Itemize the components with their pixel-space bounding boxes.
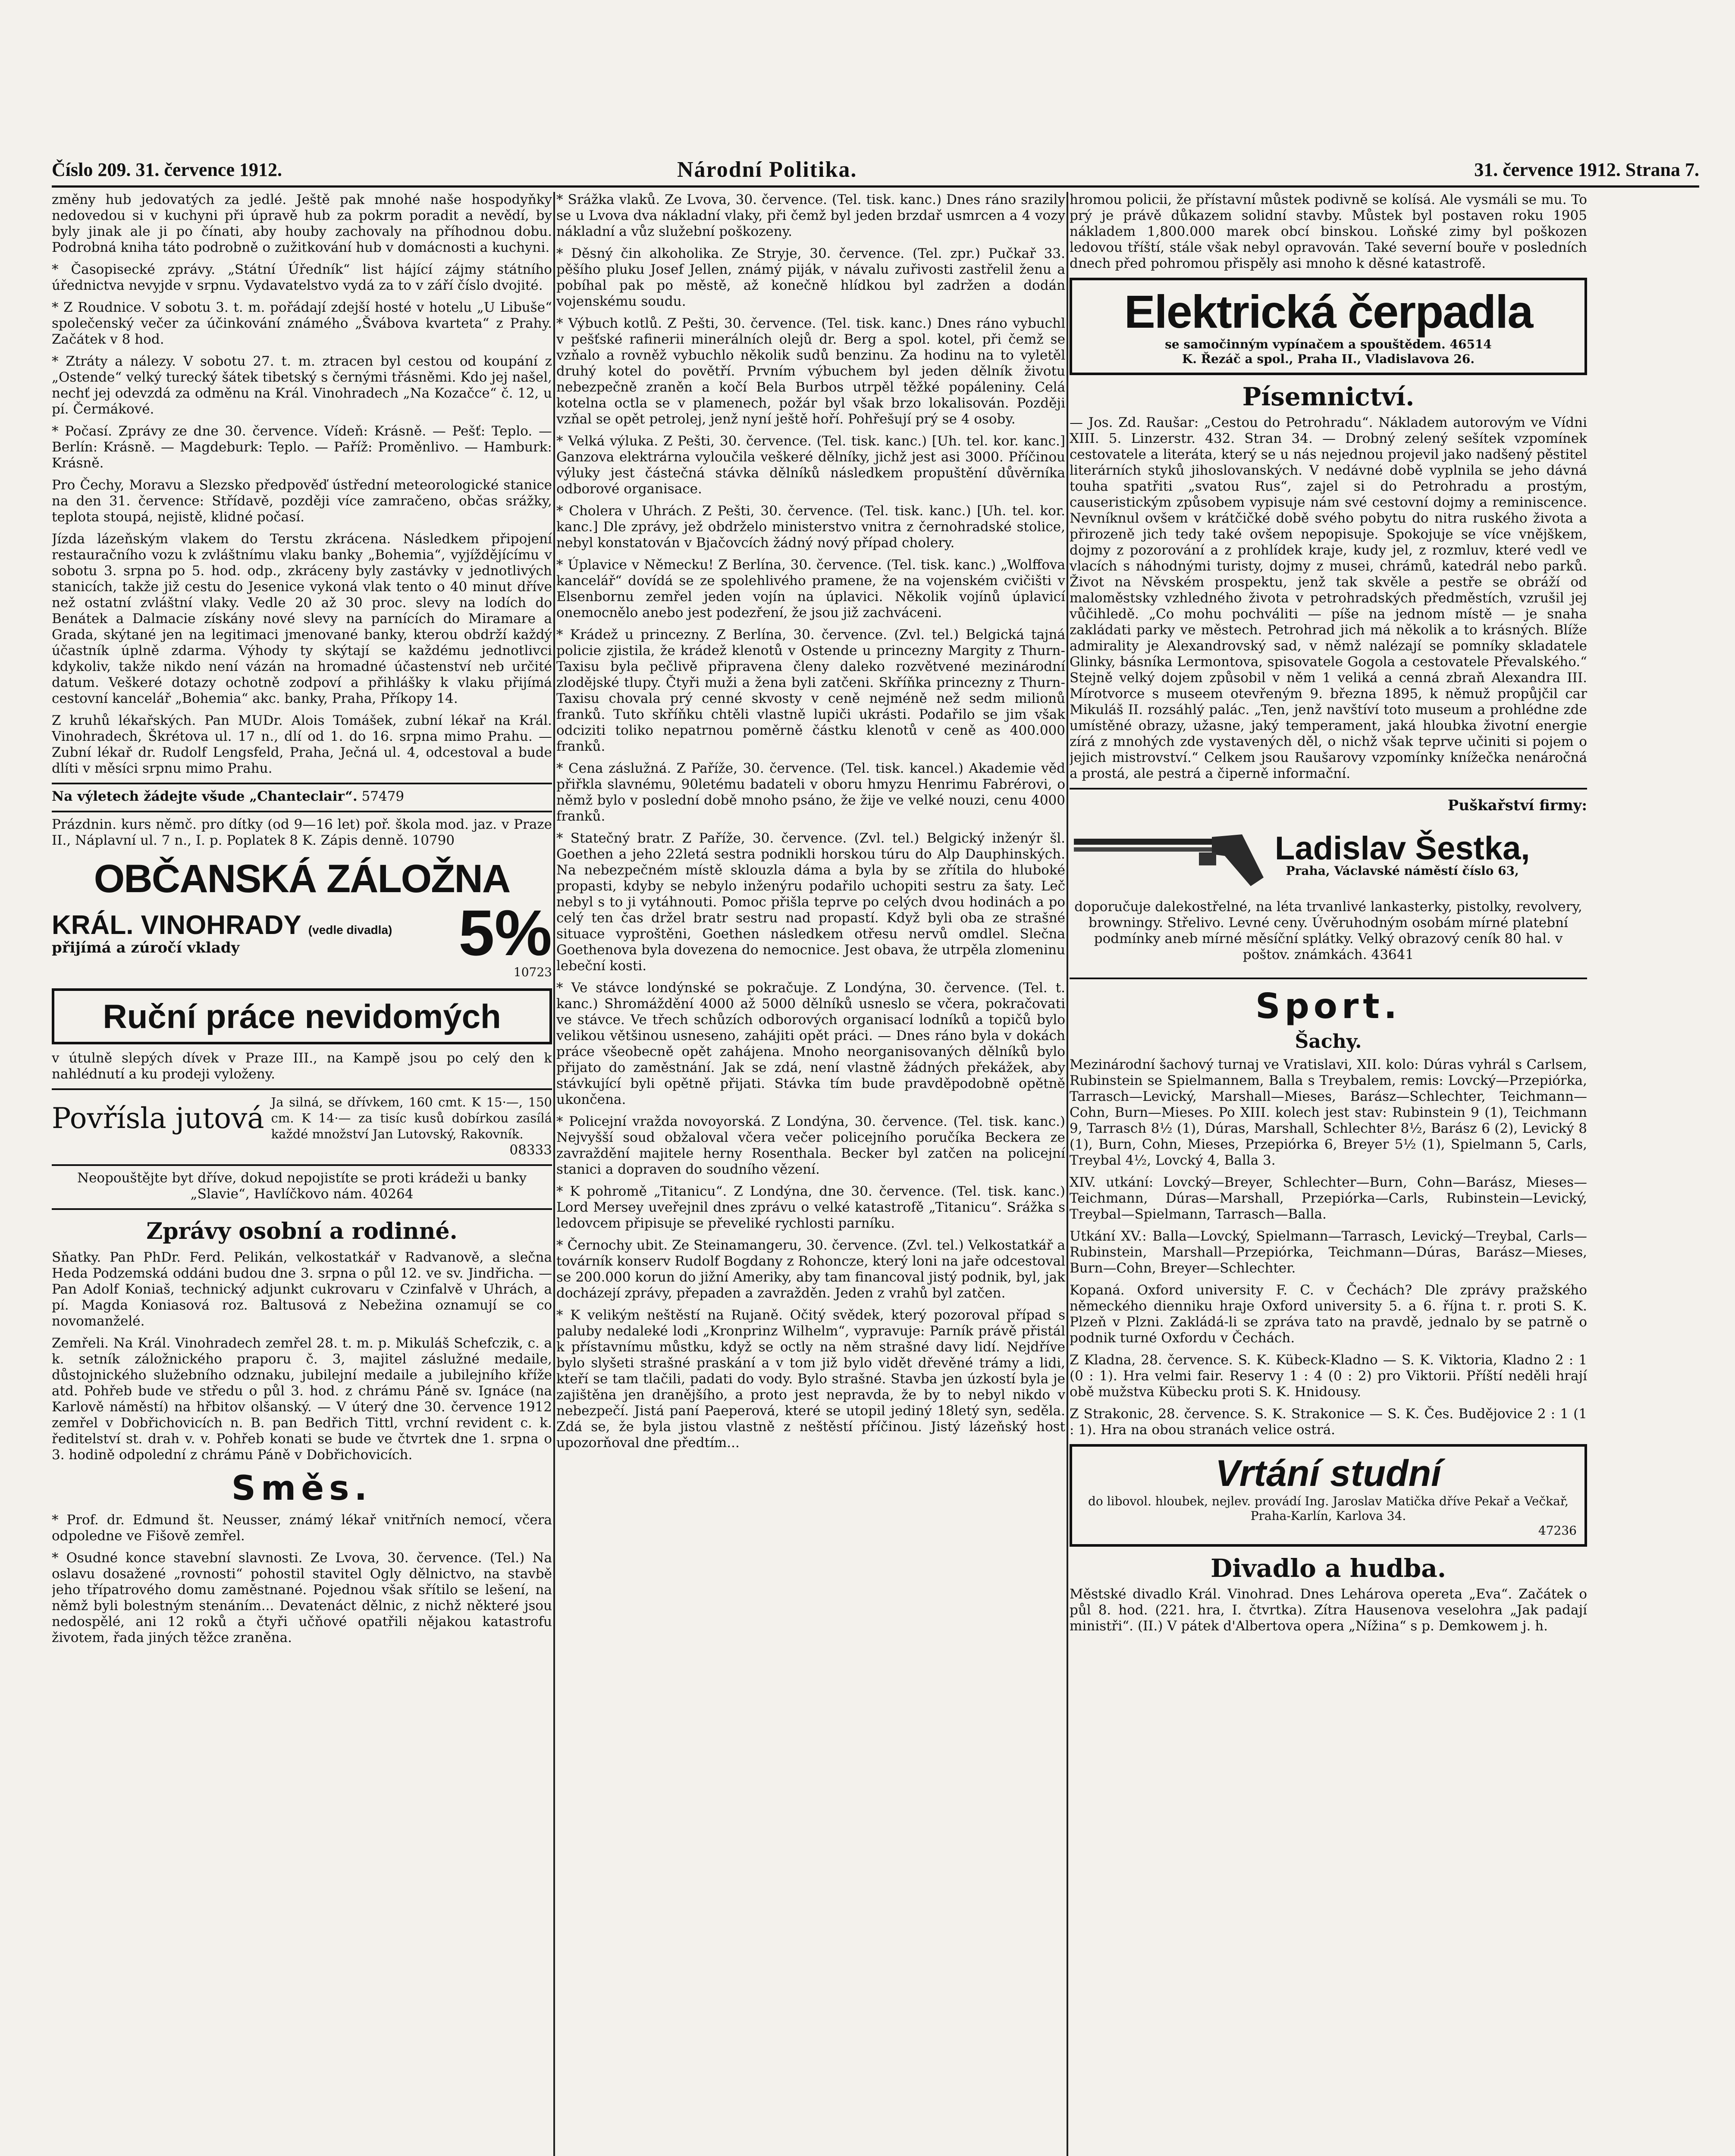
article-text: * Velká výluka. Z Pešti, 30. července. (Tel. tisk. kanc.) [Uh. tel. kor. kanc.] Ganzova elektrárna vyloučila veškeré dělníky, jichž jest asi 3000. Příčinou výluky jest částečná stávka dělníků následkem propuštění důvěrníka odborové organisace. [556, 433, 1065, 497]
article-text: * Osudné konce stavební slavnosti. Ze Lvova, 30. července. (Tel.) Na oslavu dosažené „rovnosti“ pohostil stavitel Ogly dělnictvo, na stavbě jeho třípatrového domu zaměstnané. Pojednou však sřítilo se lešení, na němž byli bolestným stenáním... Devatenáct dělnic, z nichž některé jsou nedospělé, ani 12 roků a čtyři učňové opatřili nějakou katastrofu životem, řada jiných těžce zraněna. [52, 1550, 552, 1645]
ad-number: 10723 [513, 965, 552, 979]
column-3 [1070, 192, 1587, 2156]
ad-studni [1070, 1444, 1587, 1547]
newspaper-title: Národní Politika. [677, 157, 857, 182]
sestka-info [1275, 830, 1530, 878]
article-text: * Cholera v Uhrách. Z Pešti, 30. července. (Tel. tisk. kanc.) [Uh. tel. kor. kanc.] Dle zprávy, jež obdrželo ministerstvo vnitra z černohradské stolice, nebyl konstatován v Bjačovcích žádný nový případ cholery. [556, 503, 1065, 551]
section-heading-sport: Sport. [1255, 986, 1401, 1026]
jutova-title: Povřísla jutová [52, 1102, 264, 1135]
ad-number: 43641 [1371, 947, 1414, 962]
ad-slavie [52, 1170, 552, 1202]
divider [1070, 978, 1587, 979]
article-text: Pro Čechy, Moravu a Slezsko předpověď ústřední meteorologické stanice na den 31. července: Střídavě, později více zamračeno, občas srážky, teplota stoupá, nejistě, klidné počasí. [52, 477, 552, 525]
article-text: Mezinárodní šachový turnaj ve Vratislavi, XII. kolo: Dúras vyhrál s Carlsem, Rubinstein se Spielmannem, Balla s Treybalem, remis: Lovcký—Przepiórka, Tarrasch—Levický, Marshall—Mieses, Barász—Schlechter, Teichmann—Cohn, Burn—Mieses. Po XIII. kolech jest stav: Rubinstein 9 (1), Teichmann 9, Tarrasch 8½ (1), Dúras, Marshall, Schlechter 8½, Barász 6 (2), Levický 8 (1), Burn, Cohn, Mieses, Przepiórka 6, Breyer 5½ (1), Spielmann 5, Carls, Treybal 4½, Lovcký 4, Balla 3. [1070, 1057, 1587, 1168]
sestka-description: doporučuje dalekostřelné, na léta trvanlivé lankasterky, pistolky, revolvery, browningy. Střelivo. Levné ceny. Úvěruhodným osobám mírné platební podmínky aneb mírné měsíční splátky. Velký obrazový ceník 80 hal. v poštov. známkách. [1074, 899, 1582, 962]
section-heading-pisemnictvi: Písemnictví. [1242, 382, 1415, 411]
ad-rucni-prace [52, 988, 552, 1044]
zalozna-place: KRÁL. VINOHRADY [52, 910, 301, 940]
ad-number: 47236 [1538, 1523, 1577, 1538]
column-rule [553, 192, 555, 2156]
ad-number: 10790 [412, 833, 455, 848]
sestka-text [1070, 899, 1587, 963]
article-text: * Policejní vražda novoyorská. Z Londýna, 30. července. (Tel. tisk. kanc.) Nejvyšší soud obžaloval včera večer policejního poručíka Beckera ze zavraždění majitele herny Rosenthala. Becker byl zatčen na policejní stanici a dopraven do soudního vězení. [556, 1114, 1065, 1177]
ad-sestka [1070, 796, 1587, 971]
article-text: * K velikým neštěstí na Rujaně. Očitý svědek, který pozoroval případ s paluby nedaleké lodi „Kronprinz Wilhelm“, vypravuje: Parník právě přistál k přístavnímu můstku, když se octly na něm strašné davy lidí. Nejdříve bylo slyšeti strašné praskání a v tom již bylo vidět dřevěné trámy a lidi, kteří se tam tlačili, padati do vody. Bylo strašné. Stavba jen úzkostí byla je zajištěna jen dranějšího, a proto jest nepravda, že by to nebyl nikdo v nebezpečí. Jistá paní Paeperová, které se utopil jediný 18letý syn, seděla. Zdá se, že byla jistou vlastně z neštěstí příčinou. Jistý lázeňský host upozorňoval dne předtím... [556, 1307, 1065, 1451]
studni-title: Vrtání studní [1215, 1453, 1442, 1494]
article-text: * Počasí. Zprávy ze dne 30. července. Vídeň: Krásně. — Pešť: Teplo. — Berlín: Krásně. — Magdeburk: Teplo. — Paříž: Proměnlivo. — Hamburk: Krásně. [52, 423, 552, 471]
cerpadla-title: Elektrická čerpadla [1124, 285, 1533, 338]
sestka-head: Puškařství firmy: [1447, 797, 1587, 814]
divider [52, 783, 552, 784]
sestka-address: Praha, Václavské náměstí číslo 63, [1286, 864, 1519, 878]
article-text: Z Strakonic, 28. července. S. K. Strakonice — S. K. Čes. Budějovice 2 : 1 (1 : 1). Hra na obou stranách velice ostrá. [1070, 1406, 1587, 1438]
ad-kurs [52, 817, 552, 849]
article-text: Utkání XV.: Balla—Lovcký, Spielmann—Tarrasch, Levický—Treybal, Carls—Rubinstein, Marshall—Przepiórka, Teichmann—Dúras, Barász—Mieses, Burn—Cohn, Breyer—Schlechter. [1070, 1228, 1587, 1276]
ad-number: 57479 [361, 789, 405, 804]
divider [52, 811, 552, 812]
sestka-name: Ladislav Šestka, [1275, 830, 1530, 867]
divider [1070, 788, 1587, 790]
article-text: * K pohromě „Titanicu“. Z Londýna, dne 30. července. (Tel. tisk. kanc.) Lord Mersey uveřejnil dnes zprávu o velké katastrofě „Titanicu“. Srážka s ledovcem připisuje se převeliké rychlosti parníku. [556, 1184, 1065, 1231]
section-heading-smes: Směs. [231, 1469, 373, 1508]
ad-jutova [52, 1094, 552, 1142]
cerpadla-address: K. Řezáč a spol., Praha II., Vladislavova 26. [1182, 352, 1475, 366]
article-text: Zemřeli. Na Král. Vinohradech zemřel 28. t. m. p. Mikuláš Schefczik, c. a k. setník záložnického praporu č. 3, majitel záslužné medaile, důstojnického služebního odznaku, jubilejní medaile a jubilejního kříže atd. Pohřeb bude ve středu o půl 3. hod. z chrámu Páně sv. Ignáce (na Karlově náměstí) na hřbitov olšanský. — V úterý dne 30. července 1912 zemřel v Dobřichovicích n. B. pan Bedřich Tittl, vrchní revident c. k. ředitelství st. drah v. v. Pohřeb konati se bude ve čtvrtek dne 1. srpna o 3. hodině odpolední z chrámu Páně v Dobřichovicích. [52, 1335, 552, 1463]
article-text: * Krádež u princezny. Z Berlína, 30. července. (Zvl. tel.) Belgická tajná policie zjistila, že krádež klenotů v Ostende u princezny Margity z Thurn-Taxisu byla pečlivě připravena členy daleko rozvětvené mezinárodní zlodějské tlupy. Čtyři muži a žena byli zatčeni. Skříňka princezny z Thurn-Taxisu chovala prý cenné skvosty v ceně nejméně než sedm milionů franků. Tuto skříňku chtěli vlastně lupiči ukrásti. Podařilo se jim však odciziti toliko nepatrnou poměrně částku klenotů v ceně as 400.000 franků. [556, 627, 1065, 754]
article-text: * Ve stávce londýnské se pokračuje. Z Londýna, 30. července. (Tel. t. kanc.) Shromáždění 4000 až 5000 dělníků usneslo se včera, pokračovati ve stávce. Ve třech schůzích odborových organisací lodníků a topičů bylo velikou většinou usneseno, zahájiti opět práci. — Dnes ráno byla v dokách práce všeobecně opět zahájena. Mnoho neorganisovaných dělníků bylo přijato do zaměstnání. Jak se zdá, není vlastně žádných překážek, aby stávkující byli opětně přijati. Stávka tím bude pravděpodobně opětně ukončena. [556, 980, 1065, 1107]
studni-text: do libovol. hloubek, nejlev. provádí Ing. Jaroslav Matička dříve Pekař a Večkař, Praha-Karlín, Karlova 34. [1088, 1494, 1569, 1523]
article-text: XIV. utkání: Lovcký—Breyer, Schlechter—Burn, Cohn—Barász, Mieses—Teichmann, Dúras—Marshall, Przepiórka—Carls, Rubinstein—Levický, Treybal—Spielmann, Tarrasch—Balla. [1070, 1175, 1587, 1222]
sestka-row [1070, 813, 1587, 899]
article-text: * Úplavice v Německu! Z Berlína, 30. července. (Tel. tisk. kanc.) „Wolffova kancelář“ dovídá se ze spolehlivého pramene, že na vojenském cvičišti v Elsenbornu zemřel jeden vojín na úplavici. Několik vojínů úplavicí onemocnělo anebo jest podezření, že jsou již zachváceni. [556, 557, 1065, 620]
rucni-title: Ruční práce nevidomých [103, 997, 501, 1035]
zalozna-note: (vedle divadla) [308, 923, 392, 937]
ad-cerpadla [1070, 278, 1587, 375]
column-2 [556, 192, 1065, 2156]
zalozna-title: OBČANSKÁ ZÁLOŽNA [94, 857, 510, 901]
rucni-text: v útulně slepých dívek v Praze III., na Kampě jsou po celý den k nahlédnutí a ku prodeji vyloženy. [52, 1050, 552, 1082]
article-text: * Ztráty a nálezy. V sobotu 27. t. m. ztracen byl cestou od koupání z „Ostende“ velký turecký šátek tibetský s černými třásněmi. Kdo jej našel, nechť jej odevzdá za odměnu na Král. Vinohradech „Na Kozačce“ č. 12, u pí. Čermákové. [52, 354, 552, 417]
article-text: Jízda lázeňským vlakem do Terstu zkrácena. Následkem připojení restauračního vozu k zvláštnímu vlaku banky „Bohemia“, vyjíždějícímu v sobotu 3. srpna po 5. hod. odp., zkráceny byly zastávky v jednotlivých stanicích, takže již cestu do Jesenice vykoná vlak tento o 40 minut dříve než ostatní zvláštní vlaky. Vedle 20 až 30 proc. slevy na lodích do Benátek a Dalmacie získány nové slevy na parnících do Miramare a Grada, skýtané jen na legitimaci jmenované banky, kterou obdrží každý účastník úplně zdarma. Výhody ty skýtají se každému jednotlivci kdykoliv, takže nikdo není vázán na hromadné účastenství neb určité datum. Veškeré dotazy ochotně zodpoví a přihlášky k vlaku přijímá cestovní kancelář „Bohemia“ akc. banky, Praha, Příkopy 14. [52, 531, 552, 706]
divider [52, 1208, 552, 1210]
ad-number: 40264 [370, 1186, 414, 1202]
article-text: Z Kladna, 28. července. S. K. Kübeck-Kladno — S. K. Viktoria, Kladno 2 : 1 (0 : 1). Hra velmi fair. Reservy 1 : 4 (0 : 2) pro Viktorii. Příští neděli hrají obě mužstva Kübecku proti S. K. Hnidousy. [1070, 1352, 1587, 1400]
section-heading-osobni: Zprávy osobní a rodinné. [146, 1218, 458, 1244]
zalozna-text: přijímá a zúročí vklady [52, 939, 240, 956]
section-heading-divadlo: Divadlo a hudba. [1210, 1554, 1446, 1583]
zalozna-left [52, 910, 392, 955]
slavie-text: Neopouštějte byt dříve, dokud nepojistíte se proti krádeži u banky „Slavie“, Havlíčkovo nám. [77, 1170, 527, 1202]
article-text: * Prof. dr. Edmund št. Neusser, známý lékař vnitřních nemocí, včera odpoledne ve Fišově zemřel. [52, 1512, 552, 1544]
zalozna-row [52, 896, 552, 969]
jutova-text: Ja silná, se dřívkem, 160 cmt. K 15·—, 150 cm. K 14·— za tisíc kusů dobírkou zasílá každé množství Jan Lutovský, Rakovník. [271, 1095, 552, 1141]
article-text: * Časopisecké zprávy. „Státní Úředník“ list hájící zájmy státního úřednictva nevyjde v srpnu. Vydavatelstvo vydá za to v září číslo dvojité. [52, 262, 552, 293]
cerpadla-subtitle: se samočinným vypínačem a spouštědem. 46514 [1165, 337, 1492, 351]
divider [52, 1088, 552, 1090]
column-rule [1067, 192, 1068, 2156]
article-text: * Černochy ubit. Ze Steinamangeru, 30. července. (Zvl. tel.) Velkostatkář a továrník konserv Rudolf Bogdany z Rohoncze, který loni na jaře odcestoval se 200.000 korun do jižní Ameriky, aby tam financoval jistý podnik, byl, jak docházejí zprávy, přepaden a zavražděn. Jeden z vrahů byl zatčen. [556, 1238, 1065, 1301]
article-text: * Z Roudnice. V sobotu 3. t. m. pořádají zdejší hosté v hotelu „U Libuše“ společenský večer za účinkování známého „Švábova kvarteta“ z Prahy. Začátek v 8 hod. [52, 300, 552, 347]
article-text: změny hub jedovatých za jedlé. Ještě pak mnohé naše hospodyňky nedovedou si v kuchyni při úpravě hub za pokrm poradit a nevědí, by byly jinak ale ji po čínati, aby houby zachovaly na příhodnou dobu. Podrobná kniha táto podrobně o zužitkování hub v domácnosti a kuchyni. [52, 192, 552, 255]
ad-chanteclair-text: Na výletech žádejte všude „Chanteclair“. [52, 789, 358, 804]
article-text: Z kruhů lékařských. Pan MUDr. Alois Tomášek, zubní lékař na Král. Vinohradech, Škrétova ul. 17 n., dlí od 1. do 16. srpna mimo Prahu. — Zubní lékař dr. Rudolf Lengsfeld, Praha, Ječná ul. 4, odcestoval a bude dlíti v měsíci srpnu mimo Prahu. [52, 713, 552, 776]
article-text: * Statečný bratr. Z Paříže, 30. července. (Zvl. tel.) Belgický inženýr šl. Goethen a jeho 22letá sestra podnikli horskou túru do Alp Dauphinských. Na nebezpečném místě sklouzla dáma a byla by se zřítila do hluboké propasti, kdyby se nebylo inženýru podařilo uchopiti sestru za šaty. Leč nebyl s to ji vytáhnouti. Pomoc přišla teprve po celých dvou hodinách a po celý ten čas držel bratr sestru nad propastí. Když byli oba ze strašné situace vyproštěni, Goethen následkem otřesu nervů omdlel. Slečna Goethenova byla dovezena do nemocnice. Jest obava, že utrpěla zlomeninu lebeční kosti. [556, 830, 1065, 974]
shotgun-icon [1070, 813, 1268, 899]
article-text: Městské divadlo Král. Vinohrad. Dnes Lehárova opereta „Eva“. Začátek o půl 8. hod. (221. hra, I. čtvrtka). Zítra Hausenova veselohra „Jak padají ministři“. (II.) V pátek d'Albertova opera „Nížina“ s p. Demkowem j. h. [1070, 1586, 1587, 1634]
article-text: * Srážka vlaků. Ze Lvova, 30. července. (Tel. tisk. kanc.) Dnes ráno srazily se u Lvova dva nákladní vlaky, při čemž byl jeden brzdař usmrcen a 4 vozy nákladní a vůz služební poškozeny. [556, 192, 1065, 239]
article-text: Sňatky. Pan PhDr. Ferd. Pelikán, velkostatkář v Radvanově, a slečna Heda Podzemská oddáni budou dne 3. srpna o půl 12. ve sv. Jindřicha. — Pan Adolf Koniaš, technický adjunkt cukrovaru v Czinfalvě v Uhrách, a pí. Magda Koniasová roz. Baltusová z Nebežina oznamují se co novomanželé. [52, 1250, 552, 1329]
article-text: * Děsný čin alkoholika. Ze Stryje, 30. července. (Tel. zpr.) Pučkař 33. pěšího pluku Josef Jellen, známý piják, v návalu zuřivosti zastřelil ženu a pobíhal pak po městě, až konečně hlídkou byl zadržen a dodán vojenskému soudu. [556, 246, 1065, 309]
zalozna-percent: 5% [458, 896, 552, 969]
page-header [52, 151, 1699, 188]
issue-info: Číslo 209. 31. července 1912. [52, 159, 282, 180]
article-text: hromou policii, že přístavní můstek podivně se kolísá. Ale vysmáli se mu. To prý je právě důkazem solidní stavby. Můstek byl postaven roku 1905 nákladem 1,800.000 marek obcí binskou. Loňské zimy byl poškozen ledovou tříští, stále však nebyl opravován. Také severní bouře v posledních dnech před pohromou přispěly asi mnoho k děsné katastrofě. [1070, 192, 1587, 271]
article-text: * Cena záslužná. Z Paříže, 30. července. (Tel. tisk. kancel.) Akademie věd přiřkla slavnému, 90letému badateli v oboru hmyzu Henrimu Fabrérovi, o němž bylo v poslední době mnoho psáno, že žije ve velké nouzi, cenu 4000 franků. [556, 761, 1065, 824]
zalozna-subtitle [52, 910, 392, 940]
article-text: Kopaná. Oxford university F. C. v Čechách? Dle zprávy pražského německého dienniku hraje Oxford university 5. a 6. října t. r. proti S. K. Plzeň v Plzni. Zakládá-li se zpráva tato na pravdě, jednalo by se patrně o podnik turné Oxfordu v Čechách. [1070, 1282, 1587, 1346]
ad-zalozna [52, 855, 552, 982]
ad-kurs-text: Prázdnin. kurs němč. pro dítky (od 9—16 let) poř. škola mod. jaz. v Praze II., Náplavní ul. 7 n., I. p. Poplatek 8 K. Zápis denně. [52, 817, 552, 848]
article-text: * Výbuch kotlů. Z Pešti, 30. července. (Tel. tisk. kanc.) Dnes ráno vybuchl v pešťské rafinerii minerálních olejů dr. Berg a spol. kotel, při čemž se vzňalo a rovněž vybuchlo několik sudů benzinu. Za hodinu na to vyletěl druhý kotel do povětří. Prvním výbuchem byl jeden dělník životu nebezpečně zraněn a kočí Bela Burbos utrpěl těžké popáleniny. Celá kotelna octla se v plamenech, požár byl však brzo lokalisován. Později vzňal se opět petrolej, jenž nyní ještě hoří. Pohřešují prý se 4 osoby. [556, 316, 1065, 427]
ad-number: 08333 [509, 1142, 552, 1158]
article-text: — Jos. Zd. Raušar: „Cestou do Petrohradu“. Nákladem autorovým ve Vídni XIII. 5. Linzerstr. 432. Stran 34. — Drobný zelený sešítek vzpomínek cestovatele a literáta, který se u nás nejednou projevil jako nadšený pěstitel literárních styků jihoslovanských. V nedávné době vyplnila se jeho dávná touha spatřiti „svatou Rus“, zajel si do Petrohradu a prostým, causeristickým způsobem vypisuje nám své cestovní dojmy a reminiscence. Nevníknul ovšem v krátčičké době svého pobytu do nitra ruského života a přirozeně jich tedy také ovšem nepopisuje. Spokojuje se více vnějškem, dojmy z pozorování a z prohlídek kraje, kudy jel, z rozmluv, které vedl ve vlacích s náhodnými turisty, dojmy z musei, chrámů, katedrál nebo parků. Život na Něvském prospektu, jenž tak skvěle a pestře se obráží od maloměstsky vzhledného života v petrohradských předměstích, vzrušil jej vůčihledě. „Co mohu pochváliti — píše na jednom místě — je snaha zakládati parky ve městech. Petrohrad jich má několik a to krásných. Blíže admirality je Alexandrovský sad, v němž nalézají se pomníky skladatele Glinky, básníka Lermontova, spisovatele Gogola a cestovatele Převalského.“ Stejně velký dojem způsobil v něm 1 veliká a cenná zbraň Alexandra III. Mírotvorce s museem otevřeným 9. března 1895, k němuž propůjčil car Mikuláš II. rozsáhlý palác. „Ten, jenž navštíví toto museum a prohlédne zde umístěné obrazy, užasne, jaký temperament, jaká hloubka životní energie zírá z mnohých zde vystavených děl, o nichž však teprve učiniti si pojem o jejich mistrovství.“ Celkem jsou Raušarovy vzpomínky knížečka nenáročná a prostá, ale pestrá a čiperně informační. [1070, 415, 1587, 781]
column-1 [52, 192, 552, 2156]
page-info: 31. července 1912. Strana 7. [1474, 159, 1699, 180]
divider [52, 1164, 552, 1166]
ad-chanteclair [52, 789, 552, 805]
subheading-sachy: Šachy. [1295, 1031, 1362, 1053]
